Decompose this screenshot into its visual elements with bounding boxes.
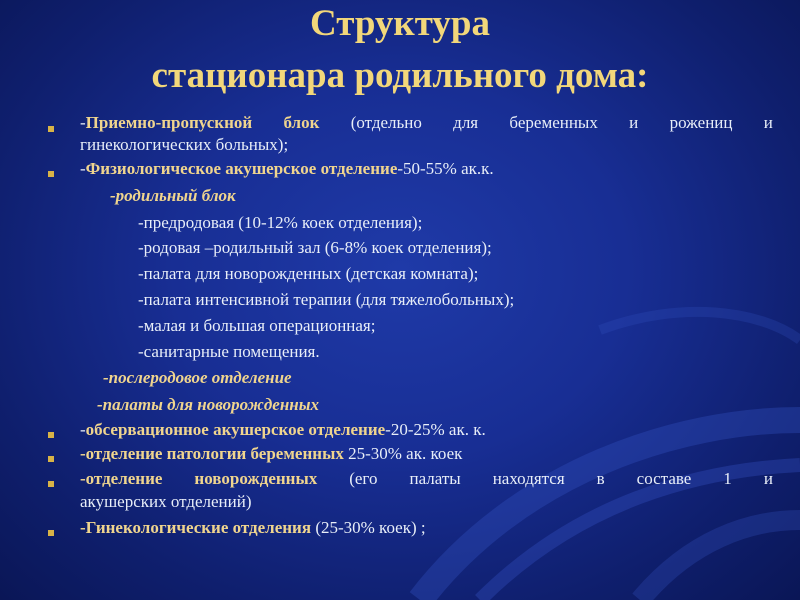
item-lead: - [80,159,86,178]
item-word: составе [636,469,692,488]
item-lead: - [80,113,86,132]
item-heading-word: новорожденных [194,469,318,488]
list-item-observation-department [80,418,486,442]
item-word: и [763,113,773,132]
item-heading: -отделение [80,469,163,488]
bullet-icon [48,171,54,177]
bullet-icon [48,530,54,536]
item-heading: Приемно-пропускной [85,113,253,132]
bullet-icon [48,432,54,438]
item-detail: (25-30% коек) ; [311,518,426,537]
slide-title-line-2: стационара родильного дома: [151,55,649,96]
list-item-newborn-department [80,467,773,491]
item-word: для [453,113,479,132]
sub-item-intensive-care: -палата интенсивной терапии (для тяжелобольных); [138,290,515,309]
subsection-newborn-wards: -палаты для новорожденных [97,395,319,414]
list-item-reception-block [80,111,773,135]
item-lead: - [80,420,86,439]
item-word: палаты [409,469,461,488]
item-word: (отдельно [350,113,422,132]
item-heading: -отделение патологии беременных [80,444,344,463]
sub-item-newborn-ward: -палата для новорожденных (детская комната); [138,264,479,283]
item-word: беременных [509,113,598,132]
item-heading: Физиологическое акушерское отделение [85,159,398,178]
item-detail: -50-55% ак.к. [397,159,494,178]
item-heading: обсервационное акушерское отделение [85,420,386,439]
item-word: находятся [492,469,565,488]
item-word: 1 [723,469,732,488]
item-word: и [629,113,639,132]
subsection-birth-block: -родильный блок [110,186,236,205]
item-word: и [763,469,773,488]
item-heading: -Гинекологические отделения [80,518,312,537]
sub-item-sanitary-rooms: -санитарные помещения. [138,342,320,361]
list-item-gynecology-departments [80,516,426,540]
item-word: в [596,469,605,488]
item-word: рожениц [669,113,733,132]
slide-title-line-1: Структура [309,3,491,44]
sub-item-delivery-room: -родовая –родильный зал (6-8% коек отделения); [138,238,492,257]
list-item-pregnancy-pathology [80,442,462,466]
bullet-icon [48,481,54,487]
sub-item-operating-room: -малая и большая операционная; [138,316,376,335]
list-item-continuation: акушерских отделений) [80,492,252,511]
item-detail: 25-30% ак. коек [343,444,463,463]
sub-item-prenatal: -предродовая (10-12% коек отделения); [138,213,423,232]
bullet-icon [48,456,54,462]
item-word: (его [349,469,378,488]
bullet-icon [48,126,54,132]
item-heading-word: блок [283,113,320,132]
list-item-physiological-department [80,157,494,181]
list-item-continuation: гинекологических больных); [80,135,289,154]
subsection-postpartum: -послеродовое отделение [103,368,292,387]
item-detail: -20-25% ак. к. [385,420,486,439]
